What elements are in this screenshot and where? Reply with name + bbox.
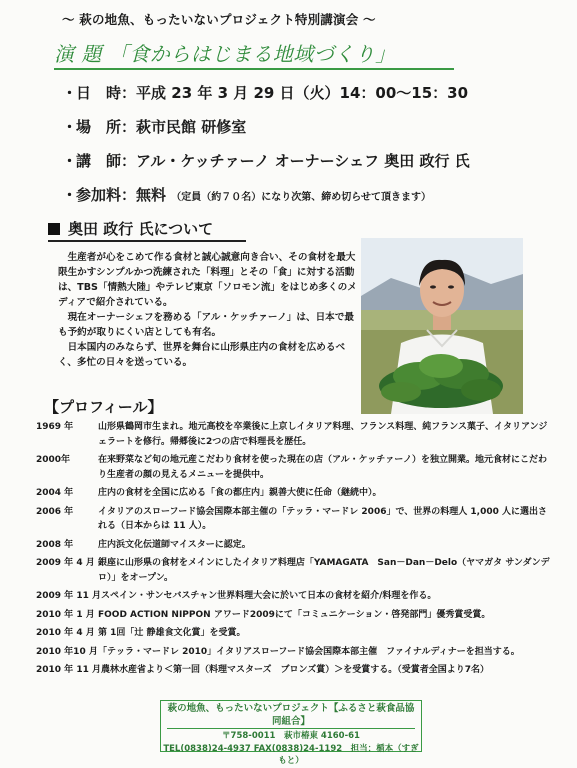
info-label: 参加料: [76, 186, 122, 204]
profile-text: 第 1回「辻 静雄食文化賞」を受賞。: [98, 628, 246, 638]
bio-paragraph: 生産者が心をこめて作る食材と誠心誠意向き合い、その食材を最大限生かすシンプルかつ洗練された「料理」とその「食」に対する活動は、TBS「情熱大陸」やテレビ東京「ソロモン流」をはじめ多くのメディアで紹介されている。: [58, 252, 357, 308]
profile-entry: [36, 556, 554, 585]
info-datetime: ・日 時：平成 23 年 3 月 29 日（火）14：00～15：30: [62, 84, 469, 102]
info-value: アル・ケッチァーノ オーナーシェフ 奥田 政行 氏: [136, 152, 470, 170]
profile-entry: [36, 645, 554, 660]
about-heading: 奥田 政行 氏について: [48, 218, 246, 242]
info-value: 無料: [136, 186, 167, 204]
profile-entry: [36, 420, 554, 449]
profile-text: FOOD ACTION NIPPON アワード2009にて「コミュニケーション・啓発部門」優秀賞受賞。: [98, 609, 491, 620]
footer-org: 萩の地魚、もったいないプロジェクト【ふるさと萩食品協同組合】: [167, 703, 415, 729]
profile-list: [36, 420, 554, 682]
profile-text: 在来野菜など旬の地元産こだわり食材を使った現在の店（アル・ケッチァーノ）を独立開業。地元食材にこだわり生産者の顔の見えるメニューを提供中。: [98, 455, 548, 480]
info-value: 平成 23 年 3 月 29 日（火）14：00～15：30: [136, 84, 469, 102]
profile-heading: 【プロフィール】: [44, 398, 163, 416]
square-bullet-icon: [48, 223, 60, 235]
bio-paragraph: 現在オーナーシェフを務める「アル・ケッチァーノ」は、日本で最も予約が取りにくい店としても有名。: [58, 312, 354, 338]
info-fee: ・参加料：無料 （定員（約７０名）になり次第、締め切らせて頂きます）: [62, 186, 431, 204]
info-label: 場 所: [76, 118, 122, 136]
profile-year: 2010 年10 月: [36, 646, 98, 657]
profile-entry: [36, 505, 554, 534]
profile-text: 庄内浜文化伝道師マイスターに認定。: [98, 539, 251, 550]
profile-entry: [36, 538, 554, 553]
info-label: 日 時: [76, 84, 122, 102]
event-line: ～ 萩の地魚、もったいないプロジェクト特別講演会 ～: [62, 12, 376, 27]
info-venue: ・場 所：萩市民館 研修室: [62, 118, 247, 136]
bullet-icon: ・: [62, 84, 78, 102]
profile-year: 1969 年: [36, 422, 74, 432]
bullet-icon: ・: [62, 118, 78, 136]
info-value: 萩市民館 研修室: [136, 118, 247, 136]
profile-year: 2010 年 1 月: [36, 609, 95, 620]
profile-text: スペイン・サンセバスチャン世界料理大会に於いて日本の食材を紹介/料理を作る。: [100, 591, 437, 601]
bio-paragraph: 日本国内のみならず、世界を舞台に山形県庄内の食材を広めるべく、多忙の日々を送っている。: [58, 342, 346, 368]
profile-text: イタリアのスローフード協会国際本部主催の「テッラ・マードレ 2006」で、世界の料理人 1,000 人に選出される（日本からは 11 人）。: [98, 506, 548, 531]
profile-entry: [36, 589, 554, 604]
info-label: 講 師: [76, 152, 122, 170]
profile-year: 2010 年 4 月: [36, 628, 95, 638]
chef-photo-illustration: [361, 238, 523, 414]
info-note: （定員（約７０名）になり次第、締め切らせて頂きます）: [171, 192, 431, 203]
lecture-title: 演 題 「食からはじまる地域づくり」: [54, 38, 454, 70]
bullet-icon: ・: [62, 152, 78, 170]
profile-text: 農林水産省より＜第一回（料理マスターズ ブロンズ賞）＞を受賞する。（受賞者全国より7名）: [100, 665, 490, 675]
profile-entry: [36, 608, 554, 623]
profile-year: 2010 年 11 月: [36, 665, 101, 675]
profile-entry: [36, 453, 554, 482]
profile-year: 2004 年: [36, 488, 74, 498]
contact-box: [160, 700, 422, 766]
profile-entry: [36, 663, 554, 678]
footer-address: 〒758-0011 萩市椿東 4160-61: [222, 731, 360, 741]
profile-year: 2006 年: [36, 506, 74, 517]
profile-text: 銀座に山形県の食材をメインにしたイタリア料理店「YAMAGATA San－Dan－Delo（ヤマガタ サンダンデロ）」をオープン。: [98, 558, 550, 583]
profile-year: 2009 年 4 月: [36, 558, 95, 568]
profile-year: 2000年: [36, 455, 71, 465]
bio-text: [58, 250, 358, 370]
profile-text: 「テッラ・マードレ 2010」イタリアスローフード協会国際本部主催 ファイナルディナーを担当する。: [98, 646, 520, 657]
profile-year: 2009 年 11 月: [36, 591, 101, 601]
profile-text: 山形県鶴岡市生まれ。地元高校を卒業後に上京しイタリア料理、フランス料理、純フランス菓子、イタリアンジェラートを修行。帰郷後に2つの店で料理長を歴任。: [98, 422, 548, 447]
profile-text: 庄内の食材を全国に広める「食の都庄内」親善大使に任命（継続中）。: [98, 488, 382, 498]
profile-entry: [36, 626, 554, 641]
footer-contact: TEL(0838)24-4937 FAX(0838)24-1192 担当：楯本（すぎもと）: [163, 743, 419, 766]
chef-photo: [361, 238, 523, 414]
bullet-icon: ・: [62, 186, 78, 204]
profile-entry: [36, 486, 554, 501]
info-speaker: ・講 師：アル・ケッチァーノ オーナーシェフ 奥田 政行 氏: [62, 152, 470, 170]
profile-year: 2008 年: [36, 539, 74, 550]
